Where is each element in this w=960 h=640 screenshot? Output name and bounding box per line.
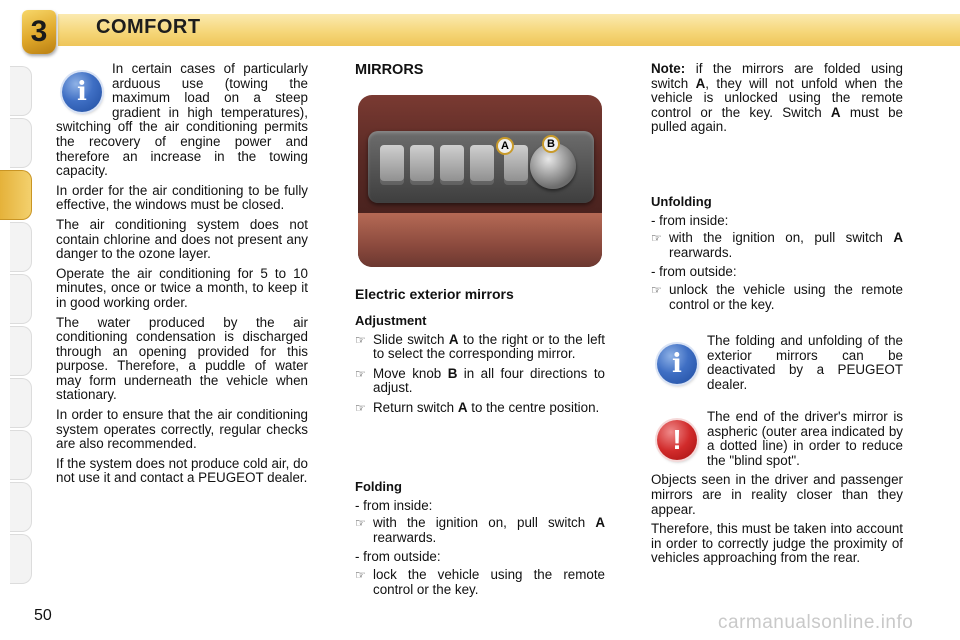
paragraph: If the system does not produce cold air, do not use it and contact a PEUGEOT dealer. [56, 455, 308, 486]
mirror-controls-photo [358, 95, 602, 267]
from-outside-label: - from outside: [355, 549, 441, 565]
mirrors-heading: MIRRORS [355, 62, 424, 78]
step-text: Slide switch [373, 331, 449, 347]
left-column [56, 62, 308, 491]
pointing-finger-icon: ☞ [355, 516, 366, 531]
chapter-tab[interactable] [10, 378, 32, 428]
switch-key: A [595, 515, 605, 531]
paragraph: In order to ensure that the air conditioning system operates correctly, regular checks are also recommended. [56, 407, 308, 452]
page-header [0, 0, 960, 62]
chapter-tab[interactable] [10, 66, 32, 116]
folding-step [355, 516, 605, 545]
aspheric-note: The end of the driver's mirror is aspheric (outer area indicated by a dotted line) in order to reduce the "blind spot". [707, 409, 903, 468]
paragraph: Operate the air conditioning for 5 to 10 minutes, once or twice a month, to keep it in good working order. [56, 265, 308, 310]
info-icon: i [62, 72, 102, 112]
pointing-finger-icon: ☞ [651, 282, 662, 297]
step-text: rearwards. [373, 529, 437, 545]
folding-step [355, 568, 605, 597]
step-text: Return switch [373, 399, 458, 415]
switch-key: A [830, 104, 841, 120]
label-a: A [496, 137, 514, 155]
adjustment-step [355, 367, 605, 396]
adjustment-step [355, 401, 605, 416]
chapter-tab-active[interactable] [0, 170, 32, 220]
pointing-finger-icon: ☞ [651, 231, 662, 246]
switch-key: A [893, 230, 903, 246]
chapter-tab-strip [0, 66, 34, 576]
note-text: if the mirrors are folded using switch [651, 61, 903, 91]
step-text: to the right or to the left to select the corresponding mirror. [373, 331, 605, 362]
chapter-badge [22, 10, 56, 54]
warning-note-block [651, 410, 903, 571]
chapter-tab[interactable] [10, 482, 32, 532]
from-outside-label: - from outside: [651, 264, 737, 280]
step-text: unlock the vehicle using the remote control or the key. [669, 281, 903, 312]
chapter-tab[interactable] [10, 534, 32, 584]
deactivation-note: The folding and unfolding of the exterior mirrors can be deactivated by a PEUGEOT dealer. [707, 333, 903, 392]
info-icon-wrap [56, 64, 108, 120]
chapter-number: 3 [30, 15, 48, 48]
chapter-tab[interactable] [10, 274, 32, 324]
switch-key: A [695, 75, 706, 91]
warning-icon: ! [657, 420, 697, 460]
paragraph: The air conditioning system does not contain chlorine and does not present any danger to the ozone layer. [56, 216, 308, 262]
towing-note: In certain cases of particularly arduous use (towing the maximum load on a steep gradient in high temperatures), switching off the air conditioning permits the recovery of engine power and therefore an increase in the towing capacity. [56, 61, 308, 179]
unfolding-step [651, 231, 903, 260]
folding-section [355, 480, 605, 602]
note-block [651, 62, 903, 140]
note-text: must be pulled again. [651, 104, 903, 135]
electric-mirrors-heading: Electric exterior mirrors [355, 286, 514, 302]
window-switch [380, 145, 404, 185]
switch-key: A [457, 399, 468, 415]
folding-title: Folding [355, 479, 402, 494]
pointing-finger-icon: ☞ [355, 332, 366, 347]
knob-key: B [447, 365, 458, 381]
step-text: to the centre position. [467, 399, 600, 415]
info-icon-wrap [651, 336, 703, 392]
adjustment-section [355, 314, 605, 421]
info-icon: i [657, 344, 697, 384]
note-label: Note: [651, 61, 686, 76]
paragraph: Therefore, this must be taken into account in order to correctly judge the proximity of vehicles approaching from the rear. [651, 521, 903, 566]
chapter-tab[interactable] [10, 430, 32, 480]
watermark: carmanualsonline.info [718, 612, 914, 633]
switch-key: A [448, 331, 459, 347]
adjustment-title: Adjustment [355, 313, 427, 328]
paragraph: In order for the air conditioning to be fully effective, the windows must be closed. [56, 182, 308, 213]
pointing-finger-icon: ☞ [355, 567, 366, 582]
step-text: lock the vehicle using the remote control or the key. [373, 566, 605, 597]
unfolding-step [651, 283, 903, 312]
step-text: with the ignition on, pull switch [373, 515, 596, 531]
step-text: in all four directions to adjust. [373, 365, 605, 396]
step-text: rearwards. [669, 244, 733, 260]
pointing-finger-icon: ☞ [355, 366, 366, 381]
page-number: 50 [34, 607, 52, 624]
section-title: COMFORT [96, 16, 201, 38]
pointing-finger-icon: ☞ [355, 400, 366, 415]
window-switch [440, 145, 464, 185]
window-switch [470, 145, 494, 185]
window-switch [410, 145, 434, 185]
folding-note [651, 62, 903, 135]
label-b: B [542, 135, 560, 153]
paragraph: Objects seen in the driver and passenger mirrors are in reality closer than they appear. [651, 472, 903, 517]
chapter-tab[interactable] [10, 326, 32, 376]
chapter-tab[interactable] [10, 118, 32, 168]
step-text: Move knob [373, 365, 448, 381]
step-text: with the ignition on, pull switch [669, 230, 894, 246]
info-note-block [651, 334, 903, 397]
note-text: , they will not unfold when the vehicle is unlocked using the remote control or the key. Switch [651, 75, 903, 120]
unfolding-title: Unfolding [651, 194, 712, 209]
from-inside-label: - from inside: [651, 212, 729, 228]
unfolding-section [651, 195, 903, 317]
chapter-tab[interactable] [10, 222, 32, 272]
from-inside-label: - from inside: [355, 497, 433, 513]
paragraph: The water produced by the air conditioning condensation is discharged through an opening provided for this purpose. Therefore, a puddle of water may form underneath the vehicle when stationary. [56, 314, 308, 403]
leather-trim [358, 213, 602, 267]
adjustment-step [355, 333, 605, 362]
warning-icon-wrap [651, 412, 703, 468]
